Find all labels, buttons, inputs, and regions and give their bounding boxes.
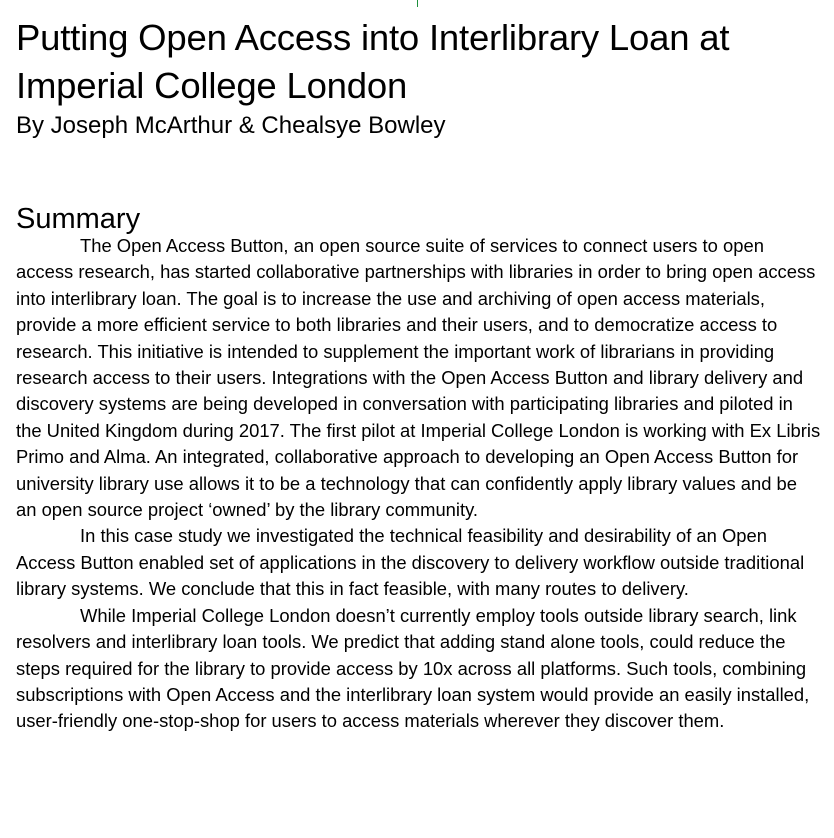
document-byline: By Joseph McArthur & Chealsye Bowley	[16, 112, 446, 139]
document-page	[16, 0, 822, 732]
summary-paragraph: The Open Access Button, an open source suite of services to connect users to open access research, has started collaborative partnerships with libraries in order to bring open access into interlibrary loan. The goal is to increase the use and archiving of open access materials, provide a more efficient service to both libraries and their users, and to democratize access to research. This initiative is intended to supplement the important work of librarians in providing research access to their users. Integrations with the Open Access Button and library delivery and discovery systems are being developed in conversation with participating libraries and piloted in the United Kingdom during 2017. The first pilot at Imperial College London is working with Ex Libris Primo and Alma. An integrated, collaborative approach to developing an Open Access Button for university library use allows it to be a technology that can confidently apply library values and be an open source project ‘owned’ by the library community.	[16, 235, 821, 521]
summary-paragraph: In this case study we investigated the technical feasibility and desirability of an Open Access Button enabled set of applications in the discovery to delivery workflow outside traditional library systems. We conclude that this in fact feasible, with many routes to delivery.	[16, 525, 805, 600]
summary-paragraph: While Imperial College London doesn’t currently employ tools outside library search, link resolvers and interlibrary loan tools. We predict that adding stand alone tools, could reduce the steps required for the library to provide access by 10x across all platforms. Such tools, combining subscriptions with Open Access and the interlibrary loan system would provide an easily installed, user-friendly one-stop-shop for users to access materials wherever they discover them.	[16, 604, 810, 732]
summary-body	[16, 233, 822, 735]
summary-heading: Summary	[16, 203, 141, 235]
document-title: Putting Open Access into Interlibrary Loan at Imperial College London	[16, 17, 730, 106]
